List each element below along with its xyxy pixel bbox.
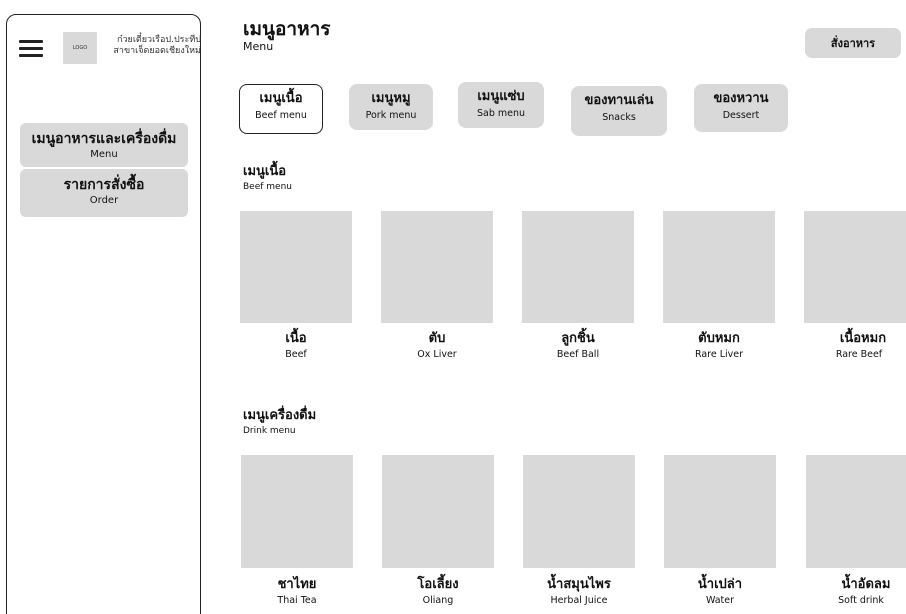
drink-item-name-en: Soft drink [838, 595, 884, 606]
drink-item-card[interactable] [241, 455, 353, 607]
menu-item-card[interactable] [240, 211, 352, 361]
tab-dessert[interactable] [694, 84, 788, 132]
menu-item-card[interactable] [381, 211, 493, 361]
sidebar-item-label: เมนูอาหารและเครื่องดื่ม [31, 131, 177, 147]
tab-label: เมนูเนื้อ [259, 91, 303, 106]
logo-text: LOGO [72, 45, 88, 51]
tab-label: ของหวาน [713, 91, 769, 106]
drink-item-name: น้ำเปล่า [697, 577, 743, 592]
menu-item-name: ตับ [428, 331, 446, 346]
menu-item-name: ตับหมก [698, 331, 740, 346]
tab-sublabel: Sab menu [476, 108, 526, 119]
drink-item-image [241, 455, 353, 568]
menu-item-name: เนื้อหมก [839, 331, 887, 346]
hamburger-menu-icon[interactable] [19, 40, 43, 58]
page-title: เมนูอาหาร [243, 18, 331, 40]
drink-item-image [664, 455, 776, 568]
tab-sublabel: Pork menu [365, 110, 417, 121]
drink-item-card[interactable] [523, 455, 635, 607]
order-food-button[interactable] [805, 28, 901, 58]
order-food-button-label: สั่งอาหาร [830, 37, 876, 50]
sidebar-item-menu[interactable] [20, 123, 188, 167]
drink-item-name: ชาไทย [277, 577, 317, 592]
drink-item-image [806, 455, 906, 568]
section-title-drinks: เมนูเครื่องดื่ม [243, 408, 317, 423]
tab-sublabel: Dessert [722, 110, 760, 121]
tab-sab-menu[interactable] [458, 82, 544, 128]
menu-item-image [522, 211, 634, 323]
drink-item-name: น้ำอัดลม [841, 577, 891, 592]
drink-item-name-en: Oliang [422, 595, 454, 606]
menu-item-image [381, 211, 493, 323]
section-subtitle-drinks: Drink menu [243, 426, 296, 436]
menu-item-card[interactable] [663, 211, 775, 361]
shop-name-line2: สาขาเจ็ดยอดเชียงใหม่ [113, 46, 201, 56]
menu-item-name-en: Beef Ball [556, 349, 600, 360]
drink-item-card[interactable] [382, 455, 494, 607]
drink-item-image [523, 455, 635, 568]
drink-item-name: โอเลี้ยง [417, 577, 459, 592]
drink-item-image [382, 455, 494, 568]
tab-snacks[interactable] [571, 86, 667, 136]
sidebar [6, 14, 201, 614]
sidebar-item-order[interactable] [20, 169, 188, 217]
tab-pork-menu[interactable] [349, 84, 433, 130]
drink-item-card[interactable] [806, 455, 906, 607]
sidebar-item-label: รายการสั่งซื้อ [63, 177, 145, 193]
tab-label: ของทานเล่น [584, 93, 654, 108]
tab-sublabel: Beef menu [255, 110, 307, 121]
tab-label: เมนูหมู [371, 91, 411, 106]
menu-item-image [240, 211, 352, 323]
logo [63, 32, 97, 64]
drink-item-name-en: Water [705, 595, 735, 606]
menu-item-image [663, 211, 775, 323]
drink-item-name-en: Herbal Juice [550, 595, 608, 606]
tab-sublabel: Snacks [602, 112, 636, 123]
section-subtitle-beef: Beef menu [243, 182, 292, 192]
drink-item-name: น้ำสมุนไพร [547, 577, 611, 592]
tab-label: เมนูแซ่บ [477, 89, 525, 104]
drink-item-card[interactable] [664, 455, 776, 607]
section-title-beef: เมนูเนื้อ [243, 164, 287, 179]
menu-item-name: เนื้อ [285, 331, 307, 346]
shop-name [97, 35, 201, 57]
page-subtitle: Menu [243, 40, 274, 53]
shop-name-line1: ก๋วยเตี๋ยวเรือป.ประทีป [117, 35, 201, 45]
drink-item-name-en: Thai Tea [277, 595, 317, 606]
menu-item-card[interactable] [522, 211, 634, 361]
sidebar-item-sublabel: Order [89, 195, 119, 206]
menu-item-name: ลูกชิ้น [561, 331, 595, 346]
menu-item-card[interactable] [804, 211, 906, 361]
tab-beef-menu[interactable] [239, 84, 323, 134]
menu-item-image [804, 211, 906, 323]
sidebar-item-sublabel: Menu [90, 149, 118, 160]
menu-item-name-en: Beef [285, 349, 307, 360]
menu-item-name-en: Rare Liver [694, 349, 744, 360]
menu-item-name-en: Ox Liver [417, 349, 457, 360]
menu-item-name-en: Rare Beef [835, 349, 883, 360]
